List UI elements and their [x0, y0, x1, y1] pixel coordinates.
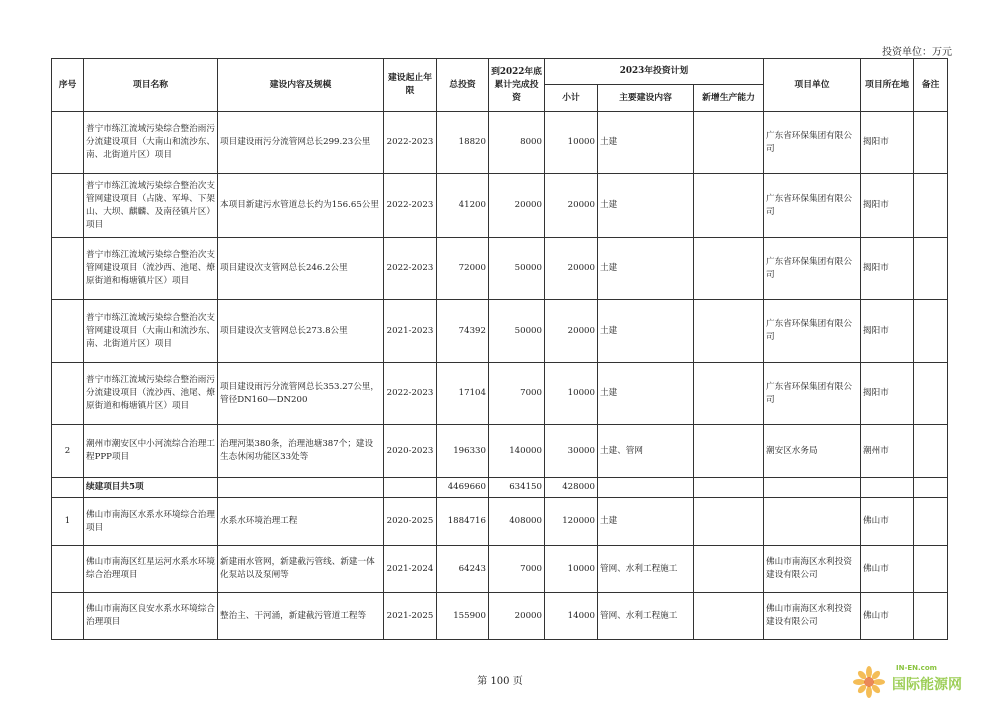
cell-cumulative: 408000 [489, 498, 545, 546]
cell-remark [914, 498, 948, 546]
header-main-content: 主要建设内容 [598, 85, 694, 112]
section-subtotal: 428000 [545, 478, 598, 498]
cell-remark [914, 238, 948, 300]
section-row [52, 478, 948, 498]
cell-remark [914, 425, 948, 478]
cell-unit [764, 498, 861, 546]
cell-location: 佛山市 [861, 546, 914, 593]
sunflower-logo-icon [848, 664, 890, 700]
cell-capacity [694, 425, 764, 478]
cell-main: 土建 [598, 363, 694, 425]
cell-seq [52, 300, 84, 363]
cell-name: 普宁市练江流域污染综合整治次支管网建设项目（流沙西、池尾、燎原街道和梅塘镇片区）项目 [84, 238, 218, 300]
cell-name: 佛山市南海区良安水系水环境综合治理项目 [84, 593, 218, 640]
header-project-name: 项目名称 [84, 59, 218, 112]
table-row [52, 300, 948, 363]
cell-total: 17104 [437, 363, 489, 425]
cell-seq [52, 112, 84, 174]
cell-main: 土建 [598, 112, 694, 174]
cell-unit: 佛山市南海区水利投资建设有限公司 [764, 593, 861, 640]
table-row [52, 498, 948, 546]
cell-main: 土建 [598, 498, 694, 546]
header-plan-2023: 2023年投资计划 [545, 59, 764, 85]
cell-unit: 广东省环保集团有限公司 [764, 300, 861, 363]
cell-unit: 广东省环保集团有限公司 [764, 112, 861, 174]
cell-period: 2020-2023 [384, 425, 437, 478]
cell-total: 64243 [437, 546, 489, 593]
cell-total: 74392 [437, 300, 489, 363]
watermark [848, 664, 988, 700]
page-number: 第 100 页 [477, 676, 523, 687]
cell-capacity [694, 174, 764, 238]
header-remark: 备注 [914, 59, 948, 112]
cell-seq: 1 [52, 498, 84, 546]
cell-main: 土建 [598, 300, 694, 363]
header-unit: 项目单位 [764, 59, 861, 112]
investment-plan-table [51, 58, 948, 640]
cell-period: 2022-2023 [384, 363, 437, 425]
cell-location: 揭阳市 [861, 363, 914, 425]
cell-total: 18820 [437, 112, 489, 174]
cell-name: 普宁市练江流域污染综合整治次支管网建设项目（占陇、军埠、下架山、大坝、麒麟、及南径镇片区）项目 [84, 174, 218, 238]
cell-remark [914, 300, 948, 363]
cell-name: 普宁市练江流域污染综合整治雨污分流建设项目（流沙西、池尾、燎原街道和梅塘镇片区）项目 [84, 363, 218, 425]
cell-content: 本项目新建污水管道总长约为156.65公里 [218, 174, 384, 238]
cell-location: 揭阳市 [861, 300, 914, 363]
cell-main: 管网、水利工程施工 [598, 546, 694, 593]
cell-seq [52, 363, 84, 425]
cell-subtotal: 20000 [545, 300, 598, 363]
cell-total: 155900 [437, 593, 489, 640]
cell-capacity [694, 546, 764, 593]
cell-total: 196330 [437, 425, 489, 478]
cell-period: 2022-2023 [384, 112, 437, 174]
table-row [52, 238, 948, 300]
cell-capacity [694, 238, 764, 300]
cell-total: 1884716 [437, 498, 489, 546]
cell-period: 2022-2023 [384, 174, 437, 238]
cell-remark [914, 593, 948, 640]
cell-period: 2021-2025 [384, 593, 437, 640]
cell-seq [52, 174, 84, 238]
cell-location: 揭阳市 [861, 238, 914, 300]
cell-cumulative: 140000 [489, 425, 545, 478]
cell-unit: 广东省环保集团有限公司 [764, 174, 861, 238]
cell-remark [914, 112, 948, 174]
cell-location: 揭阳市 [861, 112, 914, 174]
investment-unit-note: 投资单位：万元 [882, 47, 952, 58]
cell-content: 新建雨水管网，新建截污管线、新建一体化泵站以及泵闸等 [218, 546, 384, 593]
header-cumulative: 到2022年底累计完成投资 [489, 59, 545, 112]
cell-seq: 2 [52, 425, 84, 478]
header-seq: 序号 [52, 59, 84, 112]
cell-cumulative: 50000 [489, 300, 545, 363]
cell-cumulative: 20000 [489, 593, 545, 640]
cell-main: 土建 [598, 238, 694, 300]
cell-subtotal: 10000 [545, 546, 598, 593]
cell-content: 项目建设雨污分流管网总长353.27公里，管径DN160—DN200 [218, 363, 384, 425]
cell-capacity [694, 363, 764, 425]
cell-capacity [694, 593, 764, 640]
cell-unit: 广东省环保集团有限公司 [764, 238, 861, 300]
watermark-big-text: 国际能源网 [892, 677, 962, 693]
cell-main: 土建 [598, 174, 694, 238]
cell-location: 佛山市 [861, 593, 914, 640]
cell-seq [52, 546, 84, 593]
cell-period: 2022-2023 [384, 238, 437, 300]
section-label: 续建项目共5项 [84, 478, 218, 498]
cell-name: 普宁市练江流域污染综合整治次支管网建设项目（大南山和流沙东、南、北街道片区）项目 [84, 300, 218, 363]
cell-remark [914, 174, 948, 238]
header-total: 总投资 [437, 59, 489, 112]
cell-location: 揭阳市 [861, 174, 914, 238]
cell-name: 潮州市潮安区中小河流综合治理工程PPP项目 [84, 425, 218, 478]
cell-period: 2021-2024 [384, 546, 437, 593]
cell-unit: 广东省环保集团有限公司 [764, 363, 861, 425]
cell-content: 水系水环境治理工程 [218, 498, 384, 546]
cell-main: 管网、水利工程施工 [598, 593, 694, 640]
table-row [52, 546, 948, 593]
table-row [52, 363, 948, 425]
cell-period: 2020-2025 [384, 498, 437, 546]
header-new-capacity: 新增生产能力 [694, 85, 764, 112]
cell-unit: 潮安区水务局 [764, 425, 861, 478]
table-row [52, 112, 948, 174]
header-location: 项目所在地 [861, 59, 914, 112]
cell-unit: 佛山市南海区水利投资建设有限公司 [764, 546, 861, 593]
cell-seq [52, 238, 84, 300]
cell-total: 72000 [437, 238, 489, 300]
cell-period: 2021-2023 [384, 300, 437, 363]
cell-cumulative: 20000 [489, 174, 545, 238]
cell-cumulative: 7000 [489, 363, 545, 425]
cell-content: 项目建设次支管网总长246.2公里 [218, 238, 384, 300]
cell-subtotal: 30000 [545, 425, 598, 478]
cell-content: 整治主、干河涌，新建截污管道工程等 [218, 593, 384, 640]
cell-subtotal: 20000 [545, 238, 598, 300]
cell-remark [914, 546, 948, 593]
cell-subtotal: 10000 [545, 363, 598, 425]
cell-cumulative: 7000 [489, 546, 545, 593]
table-row [52, 593, 948, 640]
header-period: 建设起止年限 [384, 59, 437, 112]
cell-capacity [694, 498, 764, 546]
cell-subtotal: 10000 [545, 112, 598, 174]
cell-cumulative: 8000 [489, 112, 545, 174]
cell-seq [52, 593, 84, 640]
cell-name: 佛山市南海区红星运河水系水环境综合治理项目 [84, 546, 218, 593]
watermark-small-text: IN-EN.com [896, 664, 937, 672]
cell-subtotal: 120000 [545, 498, 598, 546]
table-row [52, 174, 948, 238]
cell-name: 佛山市南海区水系水环境综合治理项目 [84, 498, 218, 546]
cell-location: 潮州市 [861, 425, 914, 478]
cell-content: 项目建设次支管网总长273.8公里 [218, 300, 384, 363]
cell-remark [914, 363, 948, 425]
table-row [52, 425, 948, 478]
section-total: 4469660 [437, 478, 489, 498]
cell-location: 佛山市 [861, 498, 914, 546]
cell-content: 项目建设雨污分流管网总长299.23公里 [218, 112, 384, 174]
cell-subtotal: 14000 [545, 593, 598, 640]
cell-content: 治理河渠380条，治理池塘387个；建设生态休闲功能区33处等 [218, 425, 384, 478]
header-subtotal: 小计 [545, 85, 598, 112]
header-content: 建设内容及规模 [218, 59, 384, 112]
cell-capacity [694, 300, 764, 363]
cell-name: 普宁市练江流域污染综合整治雨污分流建设项目（大南山和流沙东、南、北街道片区）项目 [84, 112, 218, 174]
cell-capacity [694, 112, 764, 174]
cell-main: 土建、管网 [598, 425, 694, 478]
cell-total: 41200 [437, 174, 489, 238]
cell-subtotal: 20000 [545, 174, 598, 238]
cell-cumulative: 50000 [489, 238, 545, 300]
section-cumulative: 634150 [489, 478, 545, 498]
